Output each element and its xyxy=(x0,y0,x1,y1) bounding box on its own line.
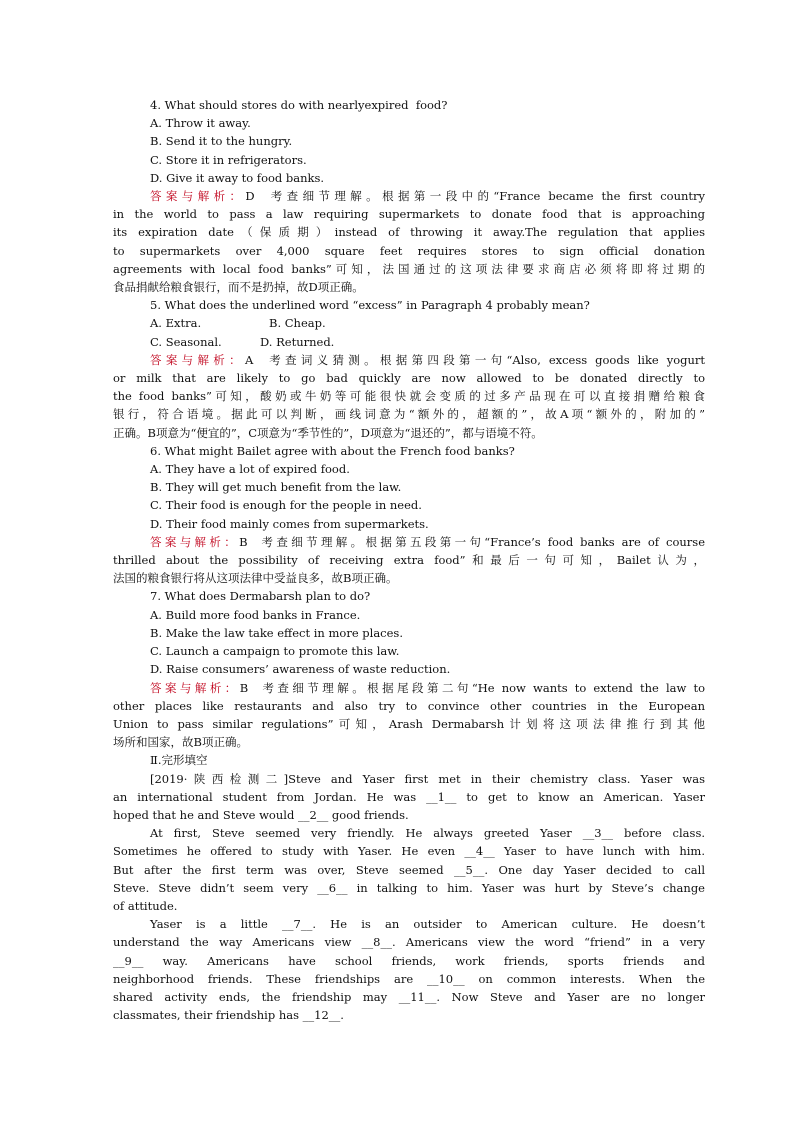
passage-line: classmates, their friendship has __12__. xyxy=(113,1008,344,1023)
option: B. Send it to the hungry. xyxy=(150,134,293,149)
question-stem: 7. What does Dermabarsh plan to do? xyxy=(150,589,371,604)
passage-line: But after the first term was over, Steve seemed __5__. One day Yaser decided to call xyxy=(113,862,705,877)
passage-line: Steve. Steve didn’t seem very __6__ in talking to him. Yaser was hurt by Steve’s change xyxy=(113,880,705,895)
answer-text: B 考查细节理解。根据第五段第一句“France’s food banks are of course xyxy=(239,534,705,549)
answer-line: thrilled about the possibility of receiving extra food”和最后一句可知，Bailet认为， xyxy=(113,553,705,568)
answer-line: or milk that are likely to go bad quickly are now allowed to be donated directly to xyxy=(113,371,705,386)
answer-text: A 考查词义猜测。根据第四段第一句“Also, excess goods like yogurt xyxy=(244,352,705,367)
answer-line: in the world to pass a law requiring supermarkets to donate food that is approaching xyxy=(113,207,705,222)
option: D. Their food mainly comes from supermarkets. xyxy=(150,516,429,531)
answer-label: 答案与解析： xyxy=(150,352,245,367)
passage-line: Sometimes he offered to study with Yaser. He even __4__ Yaser to have lunch with him. xyxy=(113,844,705,859)
passage-line: an international student from Jordan. He was __1__ to get to know an American. Yaser xyxy=(113,789,705,804)
answer-line: agreements with local food banks”可知，法国通过的这项法律要求商店必须将即将过期的 xyxy=(113,261,705,276)
answer-text: B 考查细节理解。根据尾段第二句“He now wants to extend the law to xyxy=(239,680,705,695)
passage-line: At first, Steve seemed very friendly. He always greeted Yaser __3__ before class. xyxy=(150,826,705,841)
option: A. Throw it away. xyxy=(150,116,251,131)
answer-line: 法国的粮食银行将从这项法律中受益良多，故B项正确。 xyxy=(113,571,398,586)
passage-line: of attitude. xyxy=(113,898,178,913)
option: C. Seasonal. xyxy=(150,334,222,349)
option: C. Store it in refrigerators. xyxy=(150,152,307,167)
option: C. Launch a campaign to promote this law. xyxy=(150,644,400,659)
answer-line: 银行，符合语境。据此可以判断，画线词意为“额外的，超额的”，故A项“额外的，附加的” xyxy=(113,407,705,422)
answer-line: the food banks”可知，酸奶或牛奶等可能很快就会变质的过多产品现在可以直接捐赠给粮食 xyxy=(113,389,705,404)
answer-line: its expiration date（保质期）instead of throwing it away.The regulation that applies xyxy=(113,225,705,240)
answer-label: 答案与解析： xyxy=(150,680,240,695)
question-stem: 6. What might Bailet agree with about the French food banks? xyxy=(150,443,515,458)
answer-line: 食品捐献给粮食银行，而不是扔掉，故D项正确。 xyxy=(113,280,364,295)
passage-line: hoped that he and Steve would __2__ good friends. xyxy=(113,807,409,822)
answer-line: to supermarkets over 4,000 square feet requires stores to sign official donation xyxy=(113,243,705,258)
passage-line: neighborhood friends. These friendships are __10__ on common interests. When the xyxy=(113,971,705,986)
question-stem: 4. What should stores do with nearlyexpired food? xyxy=(150,98,448,112)
answer-line: 场所和国家，故B项正确。 xyxy=(113,735,248,750)
option: C. Their food is enough for the people in need. xyxy=(150,498,422,513)
option: A. Build more food banks in France. xyxy=(150,607,361,622)
option: D. Raise consumers’ awareness of waste reduction. xyxy=(150,662,451,677)
option-row xyxy=(113,314,705,332)
passage-line: [2019·陕西检测二]Steve and Yaser first met in their chemistry class. Yaser was xyxy=(150,771,705,786)
passage-line: __9__ way. Americans have school friends, work friends, sports friends and xyxy=(113,953,705,968)
answer-text: D 考查细节理解。根据第一段中的“France became the first country xyxy=(245,189,705,204)
answer-line xyxy=(113,187,705,205)
passage-line: Yaser is a little __7__. He is an outsider to American culture. He doesn’t xyxy=(150,917,705,932)
question-stem: 5. What does the underlined word “excess” in Paragraph 4 probably mean? xyxy=(150,298,590,313)
document-page xyxy=(113,96,705,1024)
answer-line xyxy=(113,533,705,551)
answer-line: 正确。B项意为“便宜的”，C项意为“季节性的”，D项意为“退还的”，都与语境不符。 xyxy=(113,425,543,440)
option: B. They will get much benefit from the law. xyxy=(150,480,402,495)
option: A. Extra. xyxy=(150,316,202,331)
option: D. Give it away to food banks. xyxy=(150,170,325,185)
option: B. Make the law take effect in more places. xyxy=(150,625,403,640)
option: D. Returned. xyxy=(260,334,335,349)
section-heading: Ⅱ.完形填空 xyxy=(150,753,208,768)
option: B. Cheap. xyxy=(269,316,326,331)
option: A. They have a lot of expired food. xyxy=(150,462,350,477)
passage-line: understand the way Americans view __8__. Americans view the word “friend” in a very xyxy=(113,935,705,950)
answer-label: 答案与解析： xyxy=(150,189,246,204)
answer-line: Union to pass similar regulations”可知，Arash Dermabarsh计划将这项法律推行到其他 xyxy=(113,716,705,731)
passage-line: shared activity ends, the friendship may __11__. Now Steve and Yaser are no longer xyxy=(113,989,705,1004)
answer-line xyxy=(113,351,705,369)
option-row xyxy=(113,333,705,351)
answer-line xyxy=(113,679,705,697)
answer-line: other places like restaurants and also try to convince other countries in the European xyxy=(113,698,705,713)
answer-label: 答案与解析： xyxy=(150,534,240,549)
